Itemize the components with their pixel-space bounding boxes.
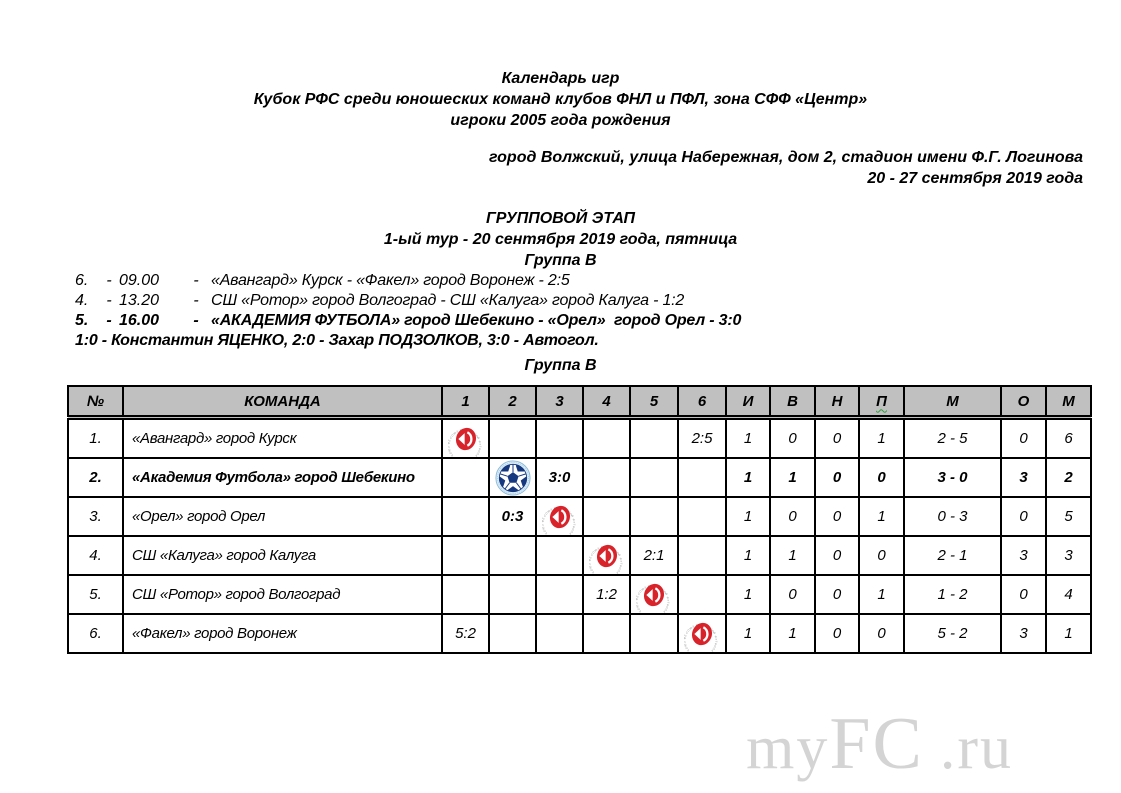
match-number: 4. bbox=[75, 292, 89, 309]
position-cell: 6. bbox=[68, 614, 123, 653]
col-opponent-5: 5 bbox=[630, 386, 678, 418]
col-points: О bbox=[1001, 386, 1046, 418]
result-cell bbox=[442, 575, 489, 614]
team-name-cell: «Факел» город Воронеж bbox=[123, 614, 442, 653]
position-cell: 3. bbox=[68, 497, 123, 536]
col-losses bbox=[859, 386, 904, 418]
match-line bbox=[75, 311, 741, 331]
separator-dash: - bbox=[106, 312, 112, 329]
result-cell bbox=[442, 536, 489, 575]
points-cell: 0 bbox=[1001, 575, 1046, 614]
result-cell bbox=[678, 458, 726, 497]
result-cell-logo bbox=[489, 458, 536, 497]
games-cell: 1 bbox=[726, 418, 770, 459]
venue-address: город Волжский, улица Набережная, дом 2, стадион имени Ф.Г. Логинова bbox=[489, 149, 1083, 166]
title-line-3: игроки 2005 года рождения bbox=[450, 112, 671, 129]
match-number: 5. bbox=[75, 312, 89, 329]
draws-cell: 0 bbox=[815, 418, 859, 459]
document-title-block bbox=[0, 68, 1121, 131]
result-cell bbox=[489, 614, 536, 653]
losses-cell: 1 bbox=[859, 418, 904, 459]
sff-center-logo bbox=[448, 421, 484, 457]
result-cell-logo bbox=[678, 614, 726, 653]
result-cell-logo bbox=[536, 497, 583, 536]
wins-cell: 0 bbox=[770, 497, 815, 536]
sff-center-logo bbox=[589, 538, 625, 574]
place-cell: 4 bbox=[1046, 575, 1091, 614]
position-cell: 2. bbox=[68, 458, 123, 497]
col-place: М bbox=[1046, 386, 1091, 418]
games-cell: 1 bbox=[726, 458, 770, 497]
stage-title: ГРУППОВОЙ ЭТАП bbox=[485, 210, 636, 227]
soccer-ball-logo bbox=[495, 460, 531, 496]
match-line bbox=[75, 291, 741, 311]
stage-block bbox=[0, 208, 1121, 271]
result-cell: 3:0 bbox=[536, 458, 583, 497]
standings-table bbox=[67, 385, 1092, 654]
match-time: 13.20 bbox=[119, 292, 160, 309]
result-cell bbox=[536, 575, 583, 614]
col-opponent-3: 3 bbox=[536, 386, 583, 418]
title-line-1: Календарь игр bbox=[501, 70, 620, 87]
match-time: 09.00 bbox=[119, 272, 160, 289]
sff-center-logo bbox=[636, 577, 672, 613]
separator-dash: - bbox=[106, 292, 112, 309]
result-cell bbox=[583, 418, 630, 459]
match-time: 16.00 bbox=[119, 312, 160, 329]
col-team: КОМАНДА bbox=[123, 386, 442, 418]
result-cell: 1:2 bbox=[583, 575, 630, 614]
result-cell bbox=[583, 497, 630, 536]
match-number: 6. bbox=[75, 272, 89, 289]
table-row bbox=[68, 418, 1091, 459]
table-row bbox=[68, 614, 1091, 653]
col-goals: М bbox=[904, 386, 1001, 418]
draws-cell: 0 bbox=[815, 458, 859, 497]
points-cell: 0 bbox=[1001, 418, 1046, 459]
result-cell: 2:5 bbox=[678, 418, 726, 459]
position-cell: 4. bbox=[68, 536, 123, 575]
points-cell: 3 bbox=[1001, 614, 1046, 653]
draws-cell: 0 bbox=[815, 614, 859, 653]
result-cell bbox=[489, 536, 536, 575]
result-cell bbox=[583, 458, 630, 497]
standings-header-row bbox=[68, 386, 1091, 418]
standings-caption: Группа В bbox=[524, 357, 597, 374]
points-cell: 0 bbox=[1001, 497, 1046, 536]
draws-cell: 0 bbox=[815, 536, 859, 575]
place-cell: 1 bbox=[1046, 614, 1091, 653]
result-cell-logo bbox=[583, 536, 630, 575]
games-cell: 1 bbox=[726, 575, 770, 614]
wins-cell: 1 bbox=[770, 614, 815, 653]
match-line bbox=[75, 271, 741, 291]
points-cell: 3 bbox=[1001, 458, 1046, 497]
wins-cell: 0 bbox=[770, 575, 815, 614]
draws-cell: 0 bbox=[815, 497, 859, 536]
result-cell bbox=[442, 497, 489, 536]
wins-cell: 0 bbox=[770, 418, 815, 459]
result-cell: 5:2 bbox=[442, 614, 489, 653]
result-cell: 0:3 bbox=[489, 497, 536, 536]
team-name-cell: «Академия Футбола» город Шебекино bbox=[123, 458, 442, 497]
team-name-cell: СШ «Калуга» город Калуга bbox=[123, 536, 442, 575]
col-games: И bbox=[726, 386, 770, 418]
place-cell: 6 bbox=[1046, 418, 1091, 459]
col-losses-label: П bbox=[876, 392, 887, 410]
result-cell-logo bbox=[630, 575, 678, 614]
place-cell: 3 bbox=[1046, 536, 1091, 575]
col-opponent-4: 4 bbox=[583, 386, 630, 418]
points-cell: 3 bbox=[1001, 536, 1046, 575]
result-cell bbox=[630, 497, 678, 536]
goals-cell: 0 - 3 bbox=[904, 497, 1001, 536]
separator-dash: - bbox=[193, 272, 199, 289]
result-cell bbox=[536, 614, 583, 653]
table-row bbox=[68, 458, 1091, 497]
match-result-text: «Авангард» Курск - «Факел» город Воронеж - 2:5 bbox=[211, 272, 570, 289]
goal-scorers-line: 1:0 - Константин ЯЦЕНКО, 2:0 - Захар ПОДЗОЛКОВ, 3:0 - Автогол. bbox=[75, 332, 599, 349]
games-cell: 1 bbox=[726, 536, 770, 575]
wins-cell: 1 bbox=[770, 536, 815, 575]
match-result-text: СШ «Ротор» город Волгоград - СШ «Калуга» город Калуга - 1:2 bbox=[211, 292, 685, 309]
sff-center-logo bbox=[542, 499, 578, 535]
losses-cell: 0 bbox=[859, 458, 904, 497]
goals-cell: 2 - 1 bbox=[904, 536, 1001, 575]
col-wins: В bbox=[770, 386, 815, 418]
title-line-2: Кубок РФС среди юношеских команд клубов ФНЛ и ПФЛ, зона СФФ «Центр» bbox=[253, 91, 868, 108]
result-cell bbox=[536, 536, 583, 575]
result-cell bbox=[630, 458, 678, 497]
myfc-watermark bbox=[746, 703, 1013, 785]
watermark-text: .ru bbox=[939, 714, 1013, 782]
col-opponent-6: 6 bbox=[678, 386, 726, 418]
losses-cell: 0 bbox=[859, 614, 904, 653]
position-cell: 5. bbox=[68, 575, 123, 614]
wins-cell: 1 bbox=[770, 458, 815, 497]
team-name-cell: СШ «Ротор» город Волгоград bbox=[123, 575, 442, 614]
goals-cell: 2 - 5 bbox=[904, 418, 1001, 459]
place-cell: 5 bbox=[1046, 497, 1091, 536]
col-position: № bbox=[68, 386, 123, 418]
goals-cell: 3 - 0 bbox=[904, 458, 1001, 497]
table-row bbox=[68, 536, 1091, 575]
result-cell bbox=[678, 536, 726, 575]
separator-dash: - bbox=[106, 272, 112, 289]
match-result-text: «АКАДЕМИЯ ФУТБОЛА» город Шебекино - «Орел» город Орел - 3:0 bbox=[211, 312, 742, 329]
result-cell: 2:1 bbox=[630, 536, 678, 575]
result-cell bbox=[489, 418, 536, 459]
venue-block bbox=[489, 147, 1083, 189]
venue-dates: 20 - 27 сентября 2019 года bbox=[867, 170, 1083, 187]
table-row bbox=[68, 575, 1091, 614]
table-row bbox=[68, 497, 1091, 536]
col-opponent-2: 2 bbox=[489, 386, 536, 418]
losses-cell: 1 bbox=[859, 575, 904, 614]
match-list bbox=[75, 271, 741, 351]
team-name-cell: «Авангард» город Курск bbox=[123, 418, 442, 459]
stage-round: 1-ый тур - 20 сентября 2019 года, пятница bbox=[383, 231, 738, 248]
result-cell bbox=[442, 458, 489, 497]
result-cell bbox=[630, 614, 678, 653]
result-cell bbox=[536, 418, 583, 459]
result-cell bbox=[583, 614, 630, 653]
col-opponent-1: 1 bbox=[442, 386, 489, 418]
goals-cell: 5 - 2 bbox=[904, 614, 1001, 653]
team-name-cell: «Орел» город Орел bbox=[123, 497, 442, 536]
games-cell: 1 bbox=[726, 497, 770, 536]
position-cell: 1. bbox=[68, 418, 123, 459]
result-cell bbox=[630, 418, 678, 459]
draws-cell: 0 bbox=[815, 575, 859, 614]
result-cell-logo bbox=[442, 418, 489, 459]
separator-dash: - bbox=[193, 292, 199, 309]
losses-cell: 1 bbox=[859, 497, 904, 536]
col-draws: Н bbox=[815, 386, 859, 418]
result-cell bbox=[489, 575, 536, 614]
watermark-text: my bbox=[746, 714, 830, 782]
result-cell bbox=[678, 497, 726, 536]
goals-cell: 1 - 2 bbox=[904, 575, 1001, 614]
losses-cell: 0 bbox=[859, 536, 904, 575]
watermark-text: FC bbox=[829, 703, 924, 785]
place-cell: 2 bbox=[1046, 458, 1091, 497]
games-cell: 1 bbox=[726, 614, 770, 653]
sff-center-logo bbox=[684, 616, 720, 652]
stage-group: Группа В bbox=[524, 252, 597, 269]
result-cell bbox=[678, 575, 726, 614]
separator-dash: - bbox=[193, 312, 199, 329]
